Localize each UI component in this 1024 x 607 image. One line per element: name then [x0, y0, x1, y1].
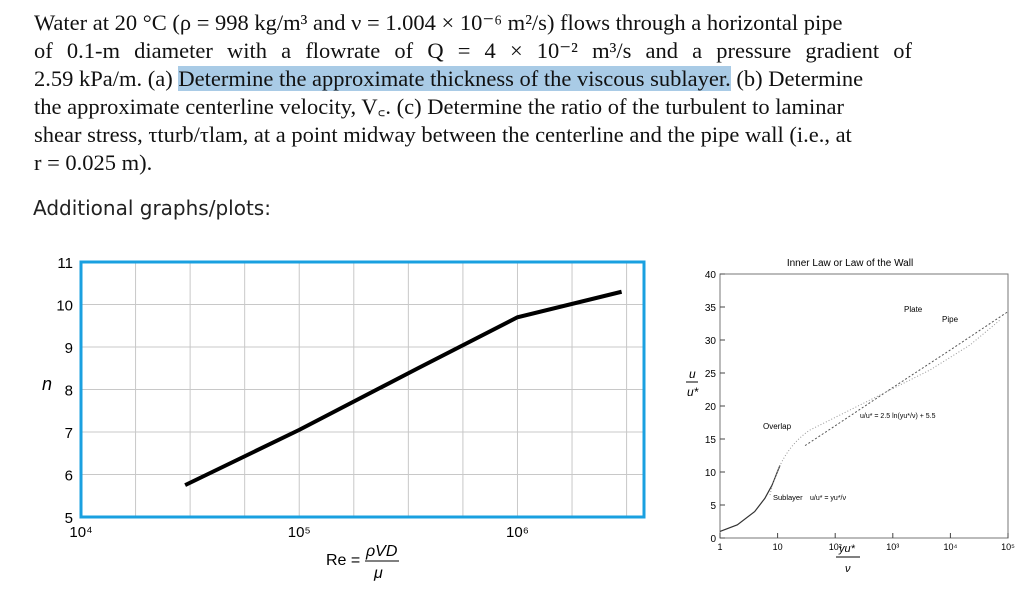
- chart2-y-tick-label: 5: [710, 501, 716, 512]
- chart1-series-line: [185, 292, 621, 485]
- problem-line-3: [34, 65, 912, 93]
- chart1-y-tick-label: 6: [64, 467, 73, 485]
- chart2-frame: [720, 274, 1008, 538]
- chart2-title: Inner Law or Law of the Wall: [786, 258, 914, 269]
- chart2-y-tick-label: 15: [704, 435, 716, 446]
- chart1-x-ticks: [69, 524, 528, 541]
- chart2-y-tick-label: 25: [704, 369, 716, 380]
- chart2-ylabel-us: u*: [687, 385, 699, 399]
- chart1-y-ticks: [56, 255, 73, 527]
- chart1-y-tick-label: 9: [64, 340, 73, 357]
- chart2-xlabel-num: yu*: [839, 543, 855, 555]
- chart2-y-tick-label: 40: [704, 270, 716, 281]
- chart2-ann-plate: Plate: [904, 305, 923, 314]
- chart1-y-tick-label: 10: [56, 297, 73, 315]
- problem-line-5: shear stress, τturb/τlam, at a point midway between the centerline and the pipe wall (i.e., at: [34, 122, 852, 147]
- chart2-data-scatter: [770, 320, 1000, 495]
- chart2-ann-overlap: Overlap: [763, 422, 792, 431]
- chart2-ylabel-u: u: [689, 367, 696, 381]
- chart2-ticks: [705, 270, 1015, 552]
- chart1-grid: [81, 262, 644, 517]
- problem-line-2: of 0.1-m diameter with a flowrate of Q = 4 × 10⁻² m³/s and a pressure gradient of: [34, 38, 912, 63]
- problem-line-1: Water at 20 °C (ρ = 998 kg/m³ and ν = 1.004 × 10⁻⁶ m²/s) flows through a horizontal pipe: [34, 10, 843, 35]
- chart2-y-tick-label: 0: [710, 534, 716, 545]
- problem-line-3-start: 2.59 kPa/m. (a): [34, 66, 179, 91]
- law-of-the-wall-chart: [670, 250, 1020, 590]
- chart2-ann-pipe: Pipe: [942, 315, 959, 324]
- chart1-y-tick-label: 11: [57, 255, 73, 272]
- chart2-y-tick-label: 30: [704, 336, 716, 347]
- chart1-x-tick-label: 10⁵: [287, 524, 311, 541]
- chart1-y-tick-label: 5: [64, 510, 73, 527]
- problem-statement: [34, 9, 912, 177]
- additional-plots-label: Additional graphs/plots:: [33, 196, 271, 220]
- chart2-sublayer-curve: [720, 465, 780, 531]
- chart1-x-tick-label: 10⁶: [506, 524, 529, 541]
- chart1-xlabel-num: ρVD: [366, 543, 398, 560]
- chart2-ann-sublayer: Sublayer: [773, 493, 803, 502]
- chart2-x-tick-label: 10: [772, 542, 783, 552]
- chart1-xlabel-re: Re =: [326, 552, 361, 569]
- chart2-x-tick-label: 10⁴: [943, 542, 958, 552]
- problem-line-4: the approximate centerline velocity, V꜀. (c) Determine the ratio of the turbulent to laminar: [34, 94, 844, 119]
- chart2-y-tick-label: 20: [704, 402, 716, 413]
- n-vs-re-chart: [0, 240, 700, 600]
- chart2-x-tick-label: 10²: [828, 542, 842, 552]
- chart2-x-tick-label: 10³: [886, 542, 900, 552]
- chart2-x-tick-label: 10⁵: [1001, 542, 1015, 552]
- chart1-ylabel: n: [42, 374, 53, 394]
- chart1-xlabel-den: μ: [374, 565, 383, 582]
- chart1-y-tick-label: 7: [64, 425, 73, 442]
- chart2-x-tick-label: 1: [717, 542, 723, 552]
- problem-line-6: r = 0.025 m).: [34, 150, 153, 175]
- chart2-y-tick-label: 10: [704, 468, 716, 479]
- chart2-y-tick-label: 35: [704, 303, 716, 314]
- problem-line-3-end: (b) Determine: [730, 66, 864, 91]
- chart2-ann-log-eq: u/u* = 2.5 ln(yu*/ν) + 5.5: [860, 413, 936, 420]
- highlighted-question[interactable]: Determine the approximate thickness of the viscous sublayer.: [178, 66, 731, 91]
- chart2-overlap-line: [805, 312, 1008, 446]
- chart2-ann-sublayer-eq: u/u* = yu*/ν: [810, 495, 846, 502]
- chart1-x-tick-label: 10⁴: [69, 524, 93, 541]
- chart1-y-tick-label: 8: [64, 382, 73, 400]
- chart2-xlabel-den: ν: [845, 563, 851, 575]
